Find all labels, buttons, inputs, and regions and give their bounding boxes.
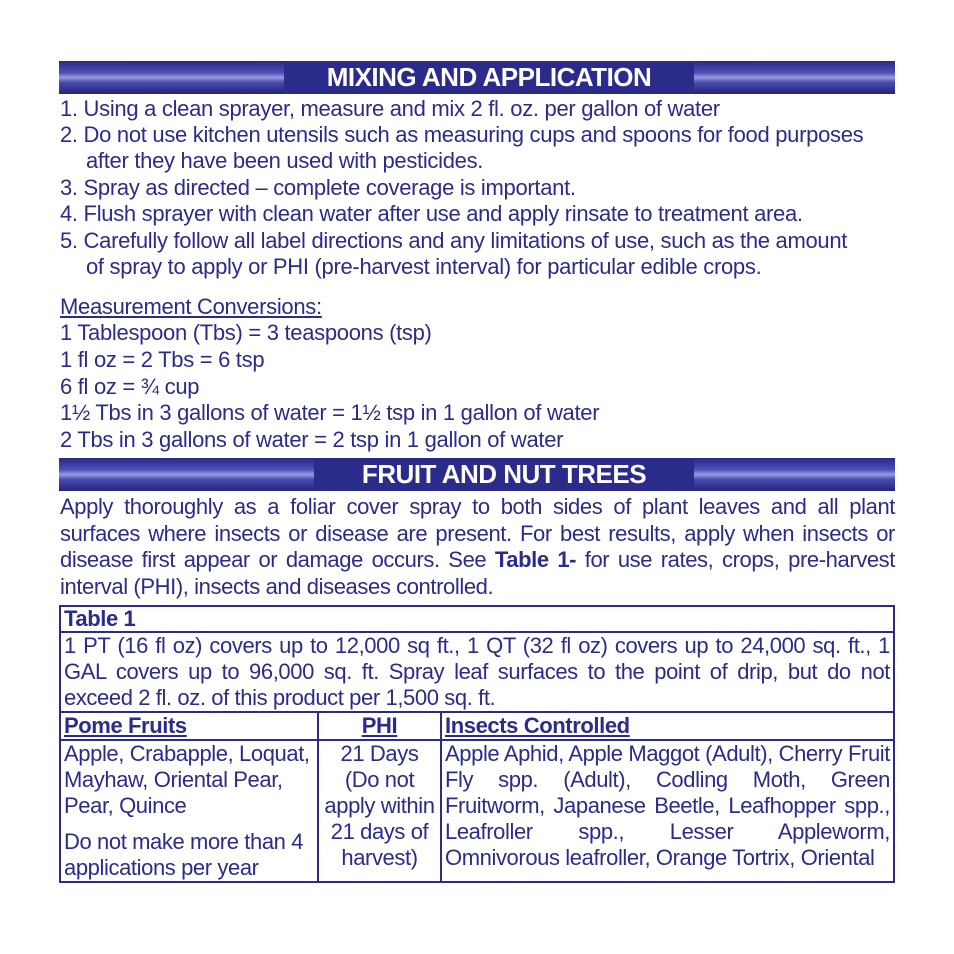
fruit-section-title: FRUIT AND NUT TREES xyxy=(314,458,694,491)
table-title: Table 1 xyxy=(60,606,894,632)
conversion-4: 1½ Tbs in 3 gallons of water = 1½ tsp in 1 gallon of water xyxy=(60,400,600,425)
mixing-step-2-cont: after they have been used with pesticides. xyxy=(86,148,484,173)
conversion-3: 6 fl oz = ¾ cup xyxy=(60,374,200,399)
mixing-step-2: 2. Do not use kitchen utensils such as measuring cups and spoons for food purposes xyxy=(60,122,864,147)
fruit-intro-b: for use rates, crops, pre-harvest interval (PHI), insects and diseases controlled. xyxy=(60,547,895,599)
table-reference: Table 1- xyxy=(494,547,577,572)
table-coverage-note: 1 PT (16 fl oz) covers up to 12,000 sq ft., 1 QT (32 fl oz) covers up to 24,000 sq. ft., 1 GAL covers up to 96,000 sq. ft. Spray leaf surfaces to the point of drip, but do not exceed 2 fl. oz. of this product per 1,500 sq. ft. xyxy=(60,632,894,712)
crops-cell xyxy=(60,740,318,882)
table-row xyxy=(60,740,894,882)
conversion-1: 1 Tablespoon (Tbs) = 3 teaspoons (tsp) xyxy=(60,320,432,345)
fruit-section-bar xyxy=(59,458,895,491)
mixing-section-title: MIXING AND APPLICATION xyxy=(284,61,694,94)
conversion-5: 2 Tbs in 3 gallons of water = 2 tsp in 1 gallon of water xyxy=(60,427,564,452)
table-1 xyxy=(59,605,895,883)
phi-cell: 21 Days (Do not apply within 21 days of harvest) xyxy=(318,740,441,882)
fruit-intro-a: Apply thoroughly as a foliar cover spray to both sides of plant leaves and all plant surfaces where insects or disease are present. For best results, apply when insects or disease first appear or damage occurs. See xyxy=(60,494,895,572)
conversion-2: 1 fl oz = 2 Tbs = 6 tsp xyxy=(60,347,265,372)
header-pome-fruits: Pome Fruits xyxy=(60,712,318,740)
insects-cell: Apple Aphid, Apple Maggot (Adult), Cherry Fruit Fly spp. (Adult), Codling Moth, Green Fruitworm, Japanese Beetle, Leafhopper spp., Leafroller spp., Lesser Appleworm, Omnivorous leafroller, Orange Tortrix, Oriental xyxy=(441,740,894,882)
mixing-step-1: 1. Using a clean sprayer, measure and mix 2 fl. oz. per gallon of water xyxy=(60,96,720,121)
mixing-step-3: 3. Spray as directed – complete coverage is important. xyxy=(60,175,576,200)
crop-list: Apple, Crabapple, Loquat, Mayhaw, Oriental Pear, Pear, Quince xyxy=(64,741,310,818)
mixing-step-5: 5. Carefully follow all label directions and any limitations of use, such as the amount xyxy=(60,228,848,253)
header-insects-controlled: Insects Controlled xyxy=(441,712,894,740)
mixing-step-4: 4. Flush sprayer with clean water after use and apply rinsate to treatment area. xyxy=(60,201,803,226)
application-limit: Do not make more than 4 applications per year xyxy=(64,829,304,880)
conversions-heading: Measurement Conversions: xyxy=(60,294,322,319)
fruit-intro-paragraph xyxy=(60,494,895,600)
mixing-section-bar xyxy=(59,61,895,94)
mixing-step-5-cont: of spray to apply or PHI (pre-harvest interval) for particular edible crops. xyxy=(86,254,762,279)
header-phi: PHI xyxy=(318,712,441,740)
